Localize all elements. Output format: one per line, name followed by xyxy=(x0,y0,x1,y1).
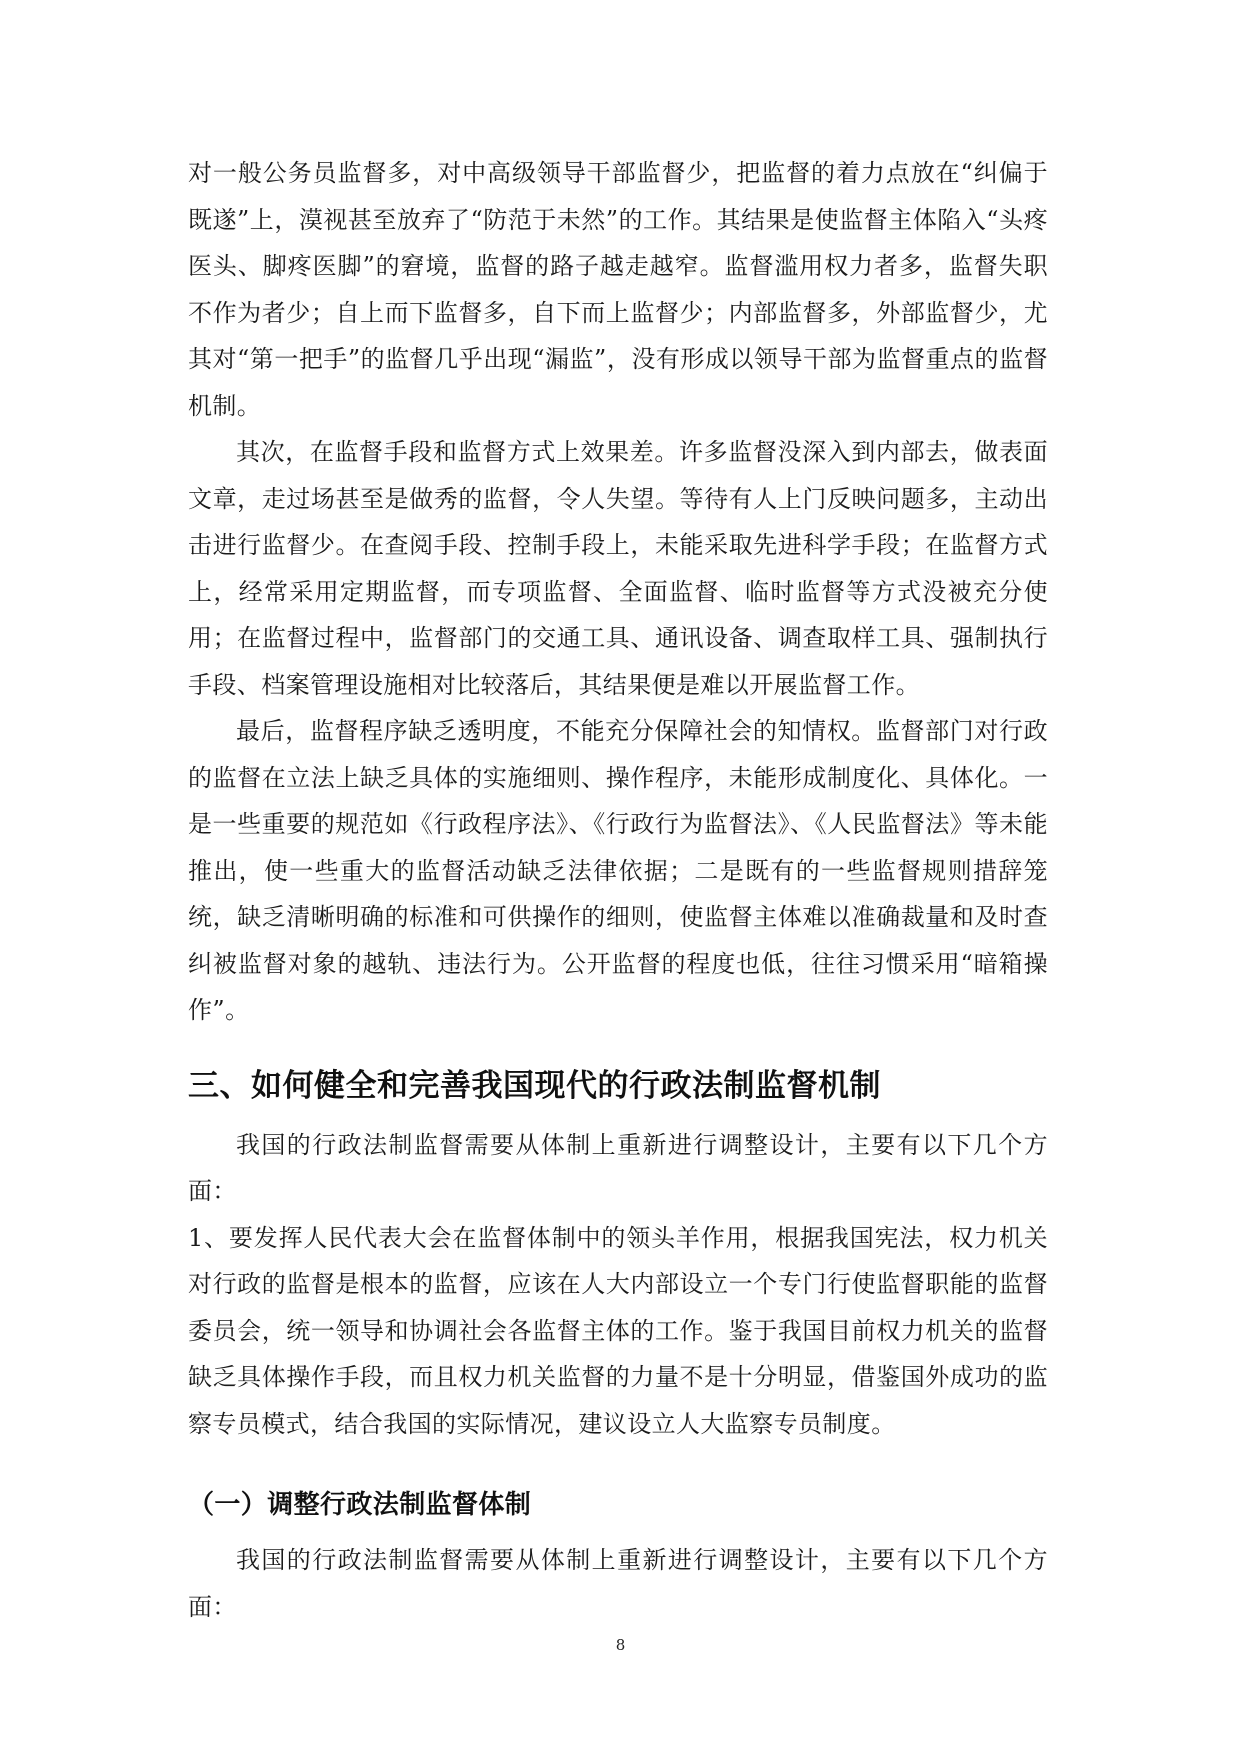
section-heading: 三、如何健全和完善我国现代的行政法制监督机制 xyxy=(188,1067,881,1104)
body-paragraph-transparency: 最后，监督程序缺乏透明度，不能充分保障社会的知情权。监督部门对行政的监督在立法上缺乏具体的实施细则、操作程序，未能形成制度化、具体化。一是一些重要的规范如《行政程序法》、《行政行为监督法》、《人民监督法》等未能推出，使一些重大的监督活动缺乏法律依据；二是既有的一些监督规则措辞笼统，缺乏清晰明确的标准和可供操作的细则，使监督主体难以准确裁量和及时查纠被监督对象的越轨、违法行为。公开监督的程度也低，往往习惯采用“暗箱操作”。 xyxy=(188,717,1048,1024)
section-intro-paragraph: 我国的行政法制监督需要从体制上重新进行调整设计，主要有以下几个方面： xyxy=(188,1130,1048,1205)
body-paragraph-continuation: 对一般公务员监督多，对中高级领导干部监督少，把监督的着力点放在“纠偏于既遂”上，漠视甚至放弃了“防范于未然”的工作。其结果是使监督主体陷入“头疼医头、脚疼医脚”的窘境，监督的路子越走越窄。监督滥用权力者多，监督失职不作为者少；自上而下监督多，自下而上监督少；内部监督多，外部监督少，尤其对“第一把手”的监督几乎出现“漏监”，没有形成以领导干部为监督重点的监督机制。 xyxy=(188,159,1048,420)
section-point-1-paragraph: 1、要发挥人民代表大会在监督体制中的领头羊作用，根据我国宪法，权力机关对行政的监督是根本的监督，应该在人大内部设立一个专门行使监督职能的监督委员会，统一领导和协调社会各监督主体的工作。鉴于我国目前权力机关的监督缺乏具体操作手段，而且权力机关监督的力量不是十分明显，借鉴国外成功的监察专员模式，结合我国的实际情况，建议设立人大监察专员制度。 xyxy=(188,1223,1048,1438)
page-number: 8 xyxy=(615,1636,626,1654)
subsection-heading: （一）调整行政法制监督体制 xyxy=(188,1490,532,1520)
page-content xyxy=(188,150,1048,1630)
subsection-intro-paragraph: 我国的行政法制监督需要从体制上重新进行调整设计，主要有以下几个方面： xyxy=(188,1546,1048,1621)
body-paragraph-means: 其次，在监督手段和监督方式上效果差。许多监督没深入到内部去，做表面文章，走过场甚至是做秀的监督，令人失望。等待有人上门反映问题多，主动出击进行监督少。在查阅手段、控制手段上，未能采取先进科学手段；在监督方式上，经常采用定期监督，而专项监督、全面监督、临时监督等方式没被充分使用；在监督过程中，监督部门的交通工具、通讯设备、调查取样工具、强制执行手段、档案管理设施相对比较落后，其结果便是难以开展监督工作。 xyxy=(188,438,1048,699)
